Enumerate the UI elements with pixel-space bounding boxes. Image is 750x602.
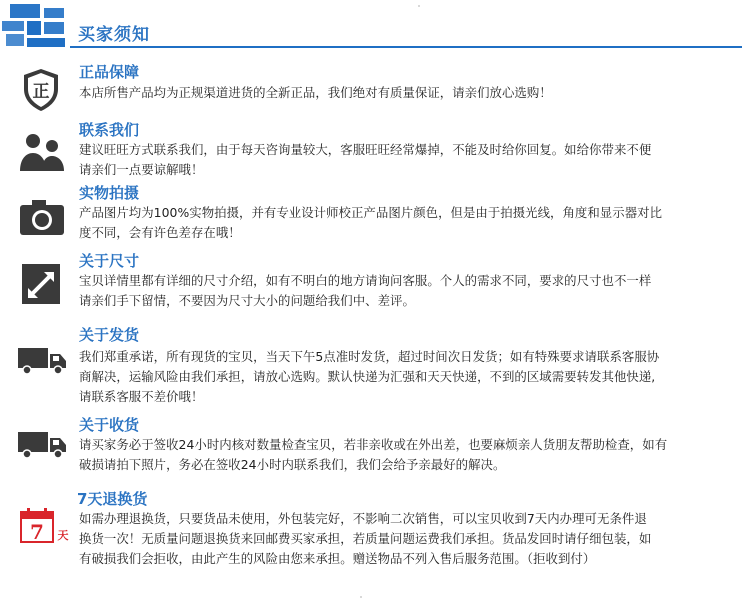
section-size: [0, 250, 750, 310]
shield-zheng-icon: [18, 67, 68, 113]
decorative-dot: [418, 5, 420, 7]
truck-icon: [18, 430, 68, 476]
resize-arrow-icon: [18, 262, 68, 308]
section-body: [79, 509, 739, 569]
body-line: 产品图片均为100%实物拍摄，并有专业设计师校正产品图片颜色，但是由于拍摄光线，角度和显示器对比: [79, 205, 663, 220]
decorative-dot: [360, 596, 362, 598]
svg-text:正: 正: [32, 82, 50, 102]
people-icon: [18, 129, 68, 175]
body-line: 请联系客服不差价哦！: [79, 389, 204, 404]
body-line: 本店所售产品均为正规渠道进货的全新正品，我们绝对有质量保证，请亲们放心选购！: [79, 85, 552, 100]
body-line: 破损请拍下照片，务必在签收24小时内联系我们，我们会给予亲最好的解决。: [79, 457, 506, 472]
header-divider: [70, 46, 742, 48]
section-body: [79, 347, 739, 407]
body-line: 宝贝详情里都有详细的尺寸介绍，如有不明白的地方请询问客服。个人的需求不同，要求的尺寸也不一样: [79, 273, 652, 288]
section-body: [79, 435, 739, 475]
section-title: 联系我们: [79, 121, 140, 139]
section-body: [79, 203, 739, 243]
body-line: 有破损我们会拒收，由此产生的风险由您来承担。赠送物品不列入售后服务范围。（拒收到付）: [79, 551, 596, 566]
section-authentic: [0, 61, 750, 111]
body-line: 请亲们手下留情，不要因为尺寸大小的问题给我们中、差评。: [79, 293, 415, 308]
section-title: 正品保障: [79, 63, 140, 81]
body-line: 我们郑重承诺，所有现货的宝贝，当天下午5点准时发货，超过时间次日发货；如有特殊要求请联系客服协: [79, 349, 660, 364]
body-line: 请亲们一点要谅解哦！: [79, 162, 204, 177]
body-line: 建议旺旺方式联系我们，由于每天咨询量较大，客服旺旺经常爆掉，不能及时给你回复。如给你带来不便: [79, 142, 652, 157]
section-body: [79, 140, 739, 180]
section-title: 关于收货: [79, 416, 140, 434]
calendar-number: 7: [30, 520, 44, 544]
calendar-suffix: 天: [57, 529, 69, 542]
section-body: [79, 271, 739, 311]
section-shipping: [0, 324, 750, 406]
section-receiving: [0, 414, 750, 474]
camera-icon: [18, 197, 68, 243]
section-title: 关于尺寸: [79, 252, 140, 270]
section-photography: [0, 182, 750, 242]
calendar-7-icon: [20, 508, 70, 554]
body-line: 换货一次！无质量问题退换货来回邮费买家承担，若质量问题运费我们承担。货品发回时请仔细包装，如: [79, 531, 652, 546]
body-line: 度不同，会有许色差存在哦！: [79, 225, 241, 240]
body-line: 如需办理退换货，只要货品未使用，外包装完好，不影响二次销售，可以宝贝收到7天内办理可无条件退: [79, 511, 647, 526]
page-title: 买家须知: [78, 25, 150, 45]
section-returns: [0, 488, 750, 572]
section-body: [79, 83, 739, 103]
body-line: 请买家务必于签收24小时内核对数量检查宝贝，若非亲收或在外出差，也要麻烦亲人货朋友帮助检查，如有: [79, 437, 668, 452]
truck-icon: [18, 346, 68, 392]
page-header: [0, 0, 750, 48]
body-line: 商解决，运输风险由我们承担，请放心选购。默认快递为汇强和天天快递，不到的区域需要转发其他快递,: [79, 369, 656, 384]
section-title: 关于发货: [79, 326, 140, 344]
section-contact: [0, 119, 750, 179]
section-title: 7天退换货: [77, 490, 148, 508]
section-title: 实物拍摄: [79, 184, 140, 202]
decorative-blocks-icon: [2, 4, 70, 48]
